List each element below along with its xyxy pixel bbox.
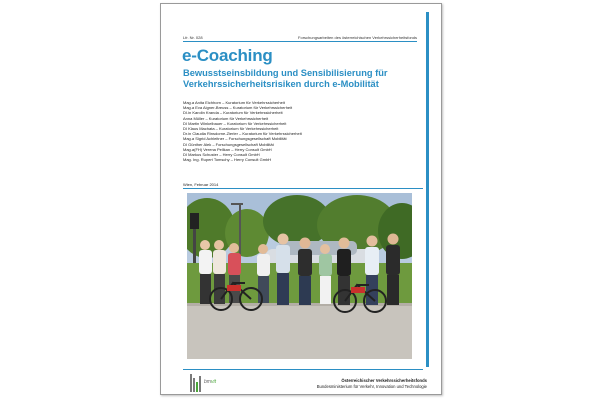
series-number: Lfr. Nr. 028 [183, 35, 203, 40]
author-entry: DI Markus Schuster – Herry Consult GmbH [183, 152, 260, 158]
logo-text-main: bm [204, 379, 211, 385]
author-list [183, 100, 413, 162]
place-date: Wien, Februar 2014 [183, 182, 219, 187]
accent-bar [426, 12, 429, 367]
logo-text-accent: vit [210, 379, 216, 385]
bmvit-logo-text [204, 379, 216, 385]
author-entry: Mag.a Anita Eichhorn – Kuratorium für Verkehrssicherheit [183, 100, 285, 105]
author-entry: DI Günther Alek – Forschungsgesellschaft Mobilität [183, 141, 274, 147]
bmvit-logo-icon [189, 372, 203, 394]
group-photo-illustration [187, 193, 412, 359]
author-entry: Mag.a(FH) Verena Pellkan – Herry Consult GmbH [183, 146, 272, 152]
fund-name: Österreichischer Verkehrssicherheitsfonds [341, 378, 427, 383]
author-entry: Mag.a Eva Aigner-Breuss – Kuratorium für Verkehrssicherheit [183, 105, 293, 111]
author-entry: DI Klaus Machata – Kuratorium für Verkehrssicherheit [183, 126, 279, 132]
ministry-name: Bundesministerium für Verkehr, Innovation und Technologie [316, 384, 427, 389]
author-entry: DI.in Karolin Kranda – Kuratorium für Verkehrssicherheit [183, 110, 283, 116]
photo-divider [183, 188, 423, 189]
group-photo [187, 193, 412, 359]
subtitle-line-2: Verkehrssicherheitsrisiken durch e-Mobilität [183, 79, 379, 89]
author-entry: Dr.in Claudia Rinsdorne-Zierler – Kuratorium für Verkehrssicherheit [183, 131, 302, 137]
report-subtitle [183, 68, 423, 90]
report-title: e-Coaching [182, 46, 273, 65]
series-title: Forschungsarbeiten des österreichischen Verkehrssicherheitsfonds [298, 35, 417, 40]
series-divider [183, 41, 417, 42]
author-entry: Mag.a Sigrid Achleitner – Forschungsgesellschaft Mobilität [183, 136, 287, 142]
report-cover [160, 3, 442, 395]
author-entry: DI Martin Winkelbauer – Kuratorium für Verkehrssicherheit [183, 120, 287, 126]
subtitle-line-1: Bewusstseinsbildung und Sensibilisierung für [183, 68, 388, 78]
author-entry: Mag. Ing. Rupert Tomschy – Herry Consult GmbH [183, 157, 272, 163]
author-entry: Anna Müller – Kuratorium für Verkehrssicherheit [183, 115, 269, 121]
footer-divider [183, 369, 423, 370]
